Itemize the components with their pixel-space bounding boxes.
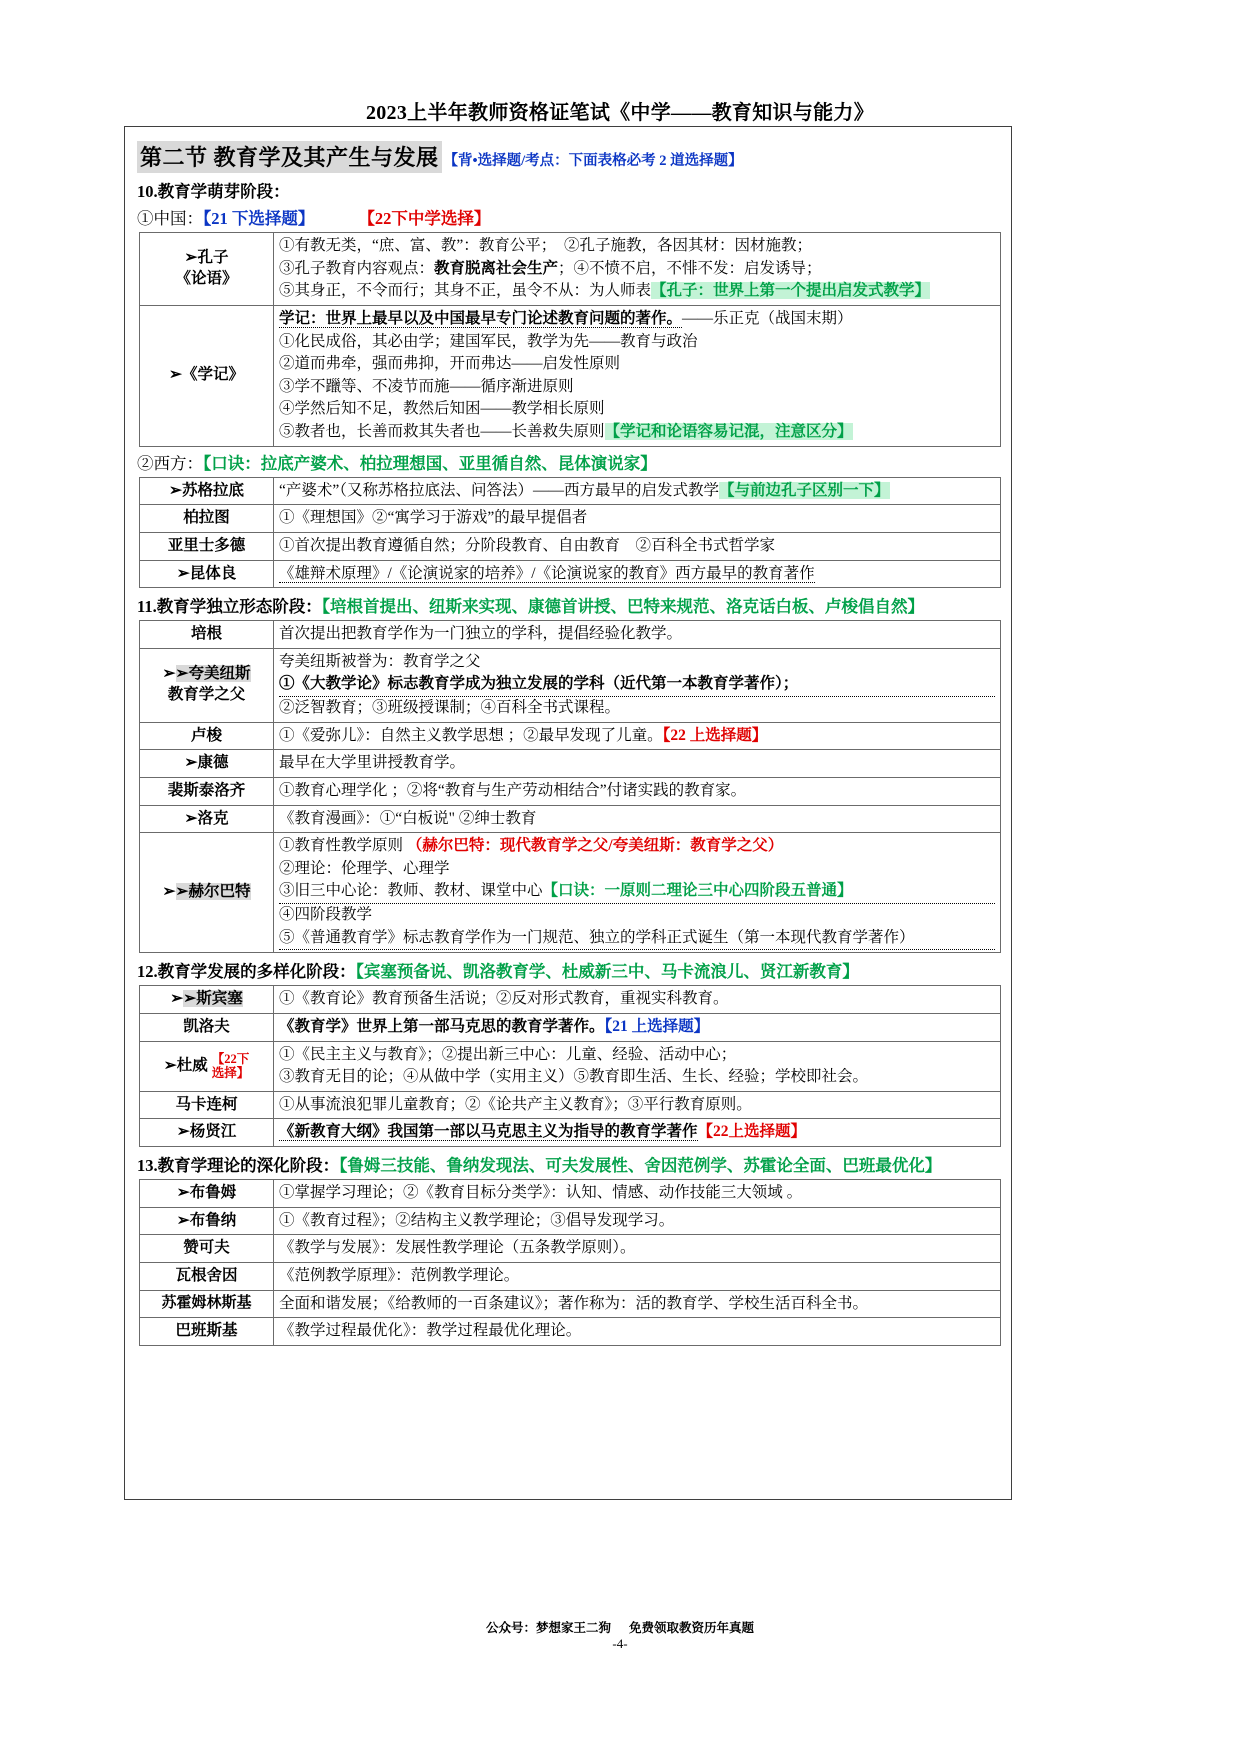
row-body-quintilian — [274, 560, 1001, 588]
item10-west-tag: 【口诀：拉底产婆术、柏拉理想国、亚里循自然、昆体演说家】 — [203, 453, 657, 473]
dewey-name: ➢杜威 — [163, 1056, 208, 1074]
confucius-line-2-c: ；④不愤不启，不悱不发：启发诱导； — [558, 259, 822, 277]
row-label-spencer: ➢➢斯宾塞 — [140, 986, 274, 1014]
item12-table — [139, 985, 1001, 1147]
row-body-aristotle: ①首次提出教育遵循自然；分阶段教育、自由教育 ②百科全书式哲学家 — [274, 532, 1001, 560]
row-body-bloom: ①掌握学习理论；②《教育目标分类学》：认知、情感、动作技能三大领域 。 — [274, 1180, 1001, 1208]
table-row — [140, 986, 1001, 1014]
row-label-yangxianjiang: ➢杨贤江 — [140, 1119, 274, 1147]
item11-table — [139, 620, 1001, 953]
row-label-socrates: ➢苏格拉底 — [140, 477, 274, 505]
item12-heading-row — [137, 958, 999, 982]
row-label-xueji: ➢《学记》 — [140, 305, 274, 446]
row-label-plato: 柏拉图 — [140, 505, 274, 533]
confucius-line-1 — [279, 235, 995, 258]
table-row-dewey — [140, 1041, 1001, 1091]
table-row — [140, 1013, 1001, 1041]
dewey-tag — [212, 1052, 250, 1081]
comenius-name: ➢夸美纽斯 — [175, 665, 251, 683]
comenius-line-3: ②泛智教育；③班级授课制；④百科全书式课程。 — [279, 699, 621, 716]
herbart-line-2: ②理论：伦理学、心理学 — [279, 859, 450, 877]
west-table — [139, 477, 1001, 589]
comenius-line-2: ①《大教学论》标志教育学成为独立发展的学科（近代第一本教育学著作）； — [279, 673, 995, 697]
row-label-pestalozzi: 裴斯泰洛齐 — [140, 777, 274, 805]
section-title: 第二节 教育学及其产生与发展 — [137, 141, 442, 173]
herbart-line-3-b: 【口诀：一原则二理论三中心四阶段五普通】 — [542, 882, 853, 900]
item12-tag: 【宾塞预备说、凯洛教育学、杜威新三中、马卡流浪儿、贤江新教育】 — [355, 962, 859, 982]
page-number: -4- — [612, 1636, 628, 1651]
row-body-confucius — [274, 233, 1001, 306]
item10-china-tag-red: 【22下中学选择】 — [358, 209, 491, 228]
row-label-line1: ➢➢夸美纽斯 — [162, 665, 251, 683]
table-row — [140, 532, 1001, 560]
item13-heading: 13.教育学理论的深化阶段： — [137, 1156, 340, 1175]
table-row-herbart — [140, 833, 1001, 953]
confucius-line-3-highlight: 【孔子：世界上第一个提出启发式教学】 — [651, 282, 931, 300]
row-label-babansky: 巴班斯基 — [140, 1318, 274, 1346]
row-label-quintilian: ➢昆体良 — [140, 560, 274, 588]
row-label-kairov: 凯洛夫 — [140, 1013, 274, 1041]
table-row — [140, 1235, 1001, 1263]
row-body-pestalozzi: ①教育心理学化 ；②将“教育与生产劳动相结合”付诸实践的教育家。 — [274, 777, 1001, 805]
xueji-line-6-highlight: 【学记和论语容易记混，注意区分】 — [604, 423, 853, 440]
item10-china-label: ①中国： — [137, 209, 203, 228]
row-label-line2: 教育学之父 — [167, 686, 246, 704]
item11-tag: 【培根首提出、纽斯来实现、康德首讲授、巴特来规范、洛克话白板、卢梭倡自然】 — [321, 597, 924, 617]
row-label-aristotle: 亚里士多德 — [140, 532, 274, 560]
row-body-bruner: ①《教育过程》；②结构主义教学理论；③倡导发现学习。 — [274, 1207, 1001, 1235]
confucius-line-3 — [279, 280, 995, 303]
table-row — [140, 648, 1001, 722]
row-body-comenius — [274, 648, 1001, 722]
row-body-zankov: 《教学与发展》：发展性教学理论（五条教学原则）。 — [274, 1235, 1001, 1263]
row-label-zankov: 赞可夫 — [140, 1235, 274, 1263]
row-label-kant: ➢康德 — [140, 750, 274, 778]
row-label-locke: ➢洛克 — [140, 805, 274, 833]
row-label-bloom: ➢布鲁姆 — [140, 1180, 274, 1208]
item10-west-label: ②西方： — [137, 453, 203, 473]
kairov-tag: 【21 上选择题】 — [604, 1017, 710, 1035]
row-body-rousseau — [274, 722, 1001, 750]
confucius-line-2-b: 教育脱离社会生产 — [434, 259, 559, 277]
xueji-line-4: ③学不躐等、不凌节而施——循序渐进原则 — [279, 377, 574, 395]
footer-account: 公众号：梦想家王二狗 — [485, 1621, 611, 1635]
section-heading — [137, 141, 999, 173]
rousseau-text: ①《爱弥儿》：自然主义教学思想 ；②最早发现了儿童。 — [279, 726, 663, 744]
row-body-babansky: 《教学过程最优化》：教学过程最优化理论。 — [274, 1318, 1001, 1346]
row-body-bacon: 首次提出把教育学作为一门独立的学科，提倡经验化教学。 — [274, 621, 1001, 649]
china-table — [139, 232, 1001, 447]
table-row — [140, 1318, 1001, 1346]
table-row — [140, 805, 1001, 833]
herbart-line-3 — [279, 880, 995, 904]
item13-table — [139, 1179, 1001, 1346]
row-label-line2: 《论语》 — [175, 269, 238, 287]
table-row — [140, 1290, 1001, 1318]
footer-promo: 免费领取教资历年真题 — [629, 1621, 755, 1635]
table-row — [140, 1180, 1001, 1208]
kairov-text: 《教育学》世界上第一部马克思的教育学著作。 — [279, 1017, 605, 1035]
spencer-name: ➢斯宾塞 — [183, 990, 243, 1008]
table-row — [140, 505, 1001, 533]
confucius-line-1-text: ①有教无类，“庶、富、教”：教育公平； ②孔子施教，各因其材：因材施教； — [279, 237, 813, 254]
confucius-line-2 — [279, 258, 995, 281]
page-footer — [0, 1618, 1240, 1636]
herbart-line-4: ④四阶段教学 — [279, 906, 373, 923]
xueji-line-6-a: ⑤教者也，长善而救其失者也——长善救失原则 — [279, 423, 605, 440]
yangxianjiang-tag: 【22上选择题】 — [697, 1123, 807, 1141]
row-label-comenius — [140, 648, 274, 722]
item11-heading: 11.教育学独立形态阶段： — [137, 597, 322, 617]
row-label-wagenschein: 瓦根舍因 — [140, 1262, 274, 1290]
xueji-line-1-b: ——乐正克（战国末期） — [682, 309, 853, 327]
quintilian-text: 《雄辩术原理》/《论演说家的培养》/《论演说家的教育》西方最早的教育著作 — [279, 564, 815, 582]
row-body-wagenschein: 《范例教学原理》：范例教学理论。 — [274, 1262, 1001, 1290]
row-body-plato: ①《理想国》②“寓学习于游戏”的最早提倡者 — [274, 505, 1001, 533]
herbart-line-1-b: （赫尔巴特：现代教育学之父/夸美纽斯：教育学之父） — [406, 837, 784, 855]
content-frame — [124, 126, 1012, 1500]
herbart-line-5: ⑤《普通教育学》标志教育学作为一门规范、独立的学科正式诞生（第一本现代教育学著作） — [279, 927, 995, 951]
confucius-line-3-a: ⑤其身正，不令而行；其身不正，虽令不从：为人师表 — [279, 282, 652, 300]
dewey-line-2: ③教育无目的论；④从做中学（实用主义）⑤教育即生活、生长、经验；学校即社会。 — [279, 1068, 869, 1086]
xueji-line-5: ④学然后知不足，教然后知困——教学相长原则 — [279, 400, 605, 418]
item11-heading-row — [137, 593, 999, 617]
item13-tag: 【鲁姆三技能、鲁纳发现法、可夫发展性、舍因范例学、苏霍论全面、巴班最优化】 — [339, 1156, 942, 1175]
item10-west-row — [137, 450, 999, 474]
table-row — [140, 750, 1001, 778]
item10-china-tag-blue: 【21 下选择题】 — [203, 209, 315, 228]
item12-heading: 12.教育学发展的多样化阶段： — [137, 962, 356, 982]
dewey-line-1: ①《民主主义与教育》；②提出新三中心：儿童、经验、活动中心； — [279, 1045, 737, 1063]
item10-china-row — [137, 205, 999, 229]
row-body-yangxianjiang — [274, 1119, 1001, 1147]
row-label-rousseau: 卢梭 — [140, 722, 274, 750]
herbart-line-1 — [279, 835, 995, 858]
table-row — [140, 621, 1001, 649]
row-label-bruner: ➢布鲁纳 — [140, 1207, 274, 1235]
section-title-note: 【背•选择题/考点：下面表格必考 2 道选择题】 — [443, 153, 743, 169]
row-label-dewey — [140, 1041, 274, 1091]
table-row — [140, 560, 1001, 588]
table-row-xueji — [140, 305, 1001, 446]
row-label-makarenko: 马卡连柯 — [140, 1091, 274, 1119]
row-label-line1: ➢孔子 — [184, 249, 229, 267]
table-row — [140, 1207, 1001, 1235]
dewey-tag-line1: 【22下 — [211, 1051, 250, 1066]
xueji-line-3: ②道而弗牵，强而弗抑，开而弗达——启发性原则 — [279, 355, 621, 373]
xueji-line-6 — [279, 421, 995, 444]
yangxianjiang-text: 《新教育大纲》我国第一部以马克思主义为指导的教育学著作 — [279, 1123, 698, 1141]
table-row — [140, 477, 1001, 505]
row-body-spencer: ①《教育论》教育预备生活说；②反对形式教育，重视实科教育。 — [274, 986, 1001, 1014]
row-body-locke: 《教育漫画》：①“白板说" ②绅士教育 — [274, 805, 1001, 833]
herbart-line-1-a: ①教育性教学原则 — [279, 837, 404, 855]
row-body-kairov — [274, 1013, 1001, 1041]
comenius-line-1: 夸美纽斯被誉为：教育学之父 — [279, 652, 481, 670]
table-row — [140, 777, 1001, 805]
herbart-name: ➢赫尔巴特 — [175, 883, 251, 901]
row-body-makarenko: ①从事流浪犯罪儿童教育；②《论共产主义教育》；③平行教育原则。 — [274, 1091, 1001, 1119]
xueji-line-1 — [279, 308, 995, 331]
xueji-line-1-a: 学记：世界上最早以及中国最早专门论述教育问题的著作。 — [279, 309, 683, 327]
table-row — [140, 722, 1001, 750]
xueji-line-2: ①化民成俗，其必由学；建国军民，教学为先——教育与政治 — [279, 332, 698, 350]
table-row — [140, 1262, 1001, 1290]
item13-heading-row — [137, 1152, 999, 1176]
socrates-highlight: 【与前边孔子区别一下】 — [719, 481, 890, 499]
row-body-sukhomlinsky: 全面和谐发展；《给教师的一百条建议》；著作称为：活的教育学、学校生活百科全书。 — [274, 1290, 1001, 1318]
socrates-text: “产婆术”（又称苏格拉底法、问答法）——西方最早的启发式教学 — [279, 481, 720, 499]
row-body-kant: 最早在大学里讲授教育学。 — [274, 750, 1001, 778]
row-body-socrates — [274, 477, 1001, 505]
dewey-tag-line2: 选择】 — [211, 1066, 250, 1081]
row-body-dewey — [274, 1041, 1001, 1091]
confucius-line-2-a: ③孔子教育内容观点： — [279, 259, 435, 277]
table-row-confucius — [140, 233, 1001, 306]
row-label-bacon: 培根 — [140, 621, 274, 649]
rousseau-tag: 【22 上选择题】 — [662, 726, 768, 744]
herbart-line-3-a: ③旧三中心论：教师、教材、课堂中心 — [279, 882, 543, 900]
row-label-herbart: ➢➢赫尔巴特 — [140, 833, 274, 953]
table-row — [140, 1119, 1001, 1147]
document-header: 2023上半年教师资格证笔试《中学——教育知识与能力》 — [365, 102, 875, 124]
item10-heading: 10.教育学萌芽阶段： — [137, 182, 290, 201]
row-body-xueji — [274, 305, 1001, 446]
row-body-herbart — [274, 833, 1001, 953]
row-label-confucius — [140, 233, 274, 306]
table-row — [140, 1091, 1001, 1119]
row-label-sukhomlinsky: 苏霍姆林斯基 — [140, 1290, 274, 1318]
